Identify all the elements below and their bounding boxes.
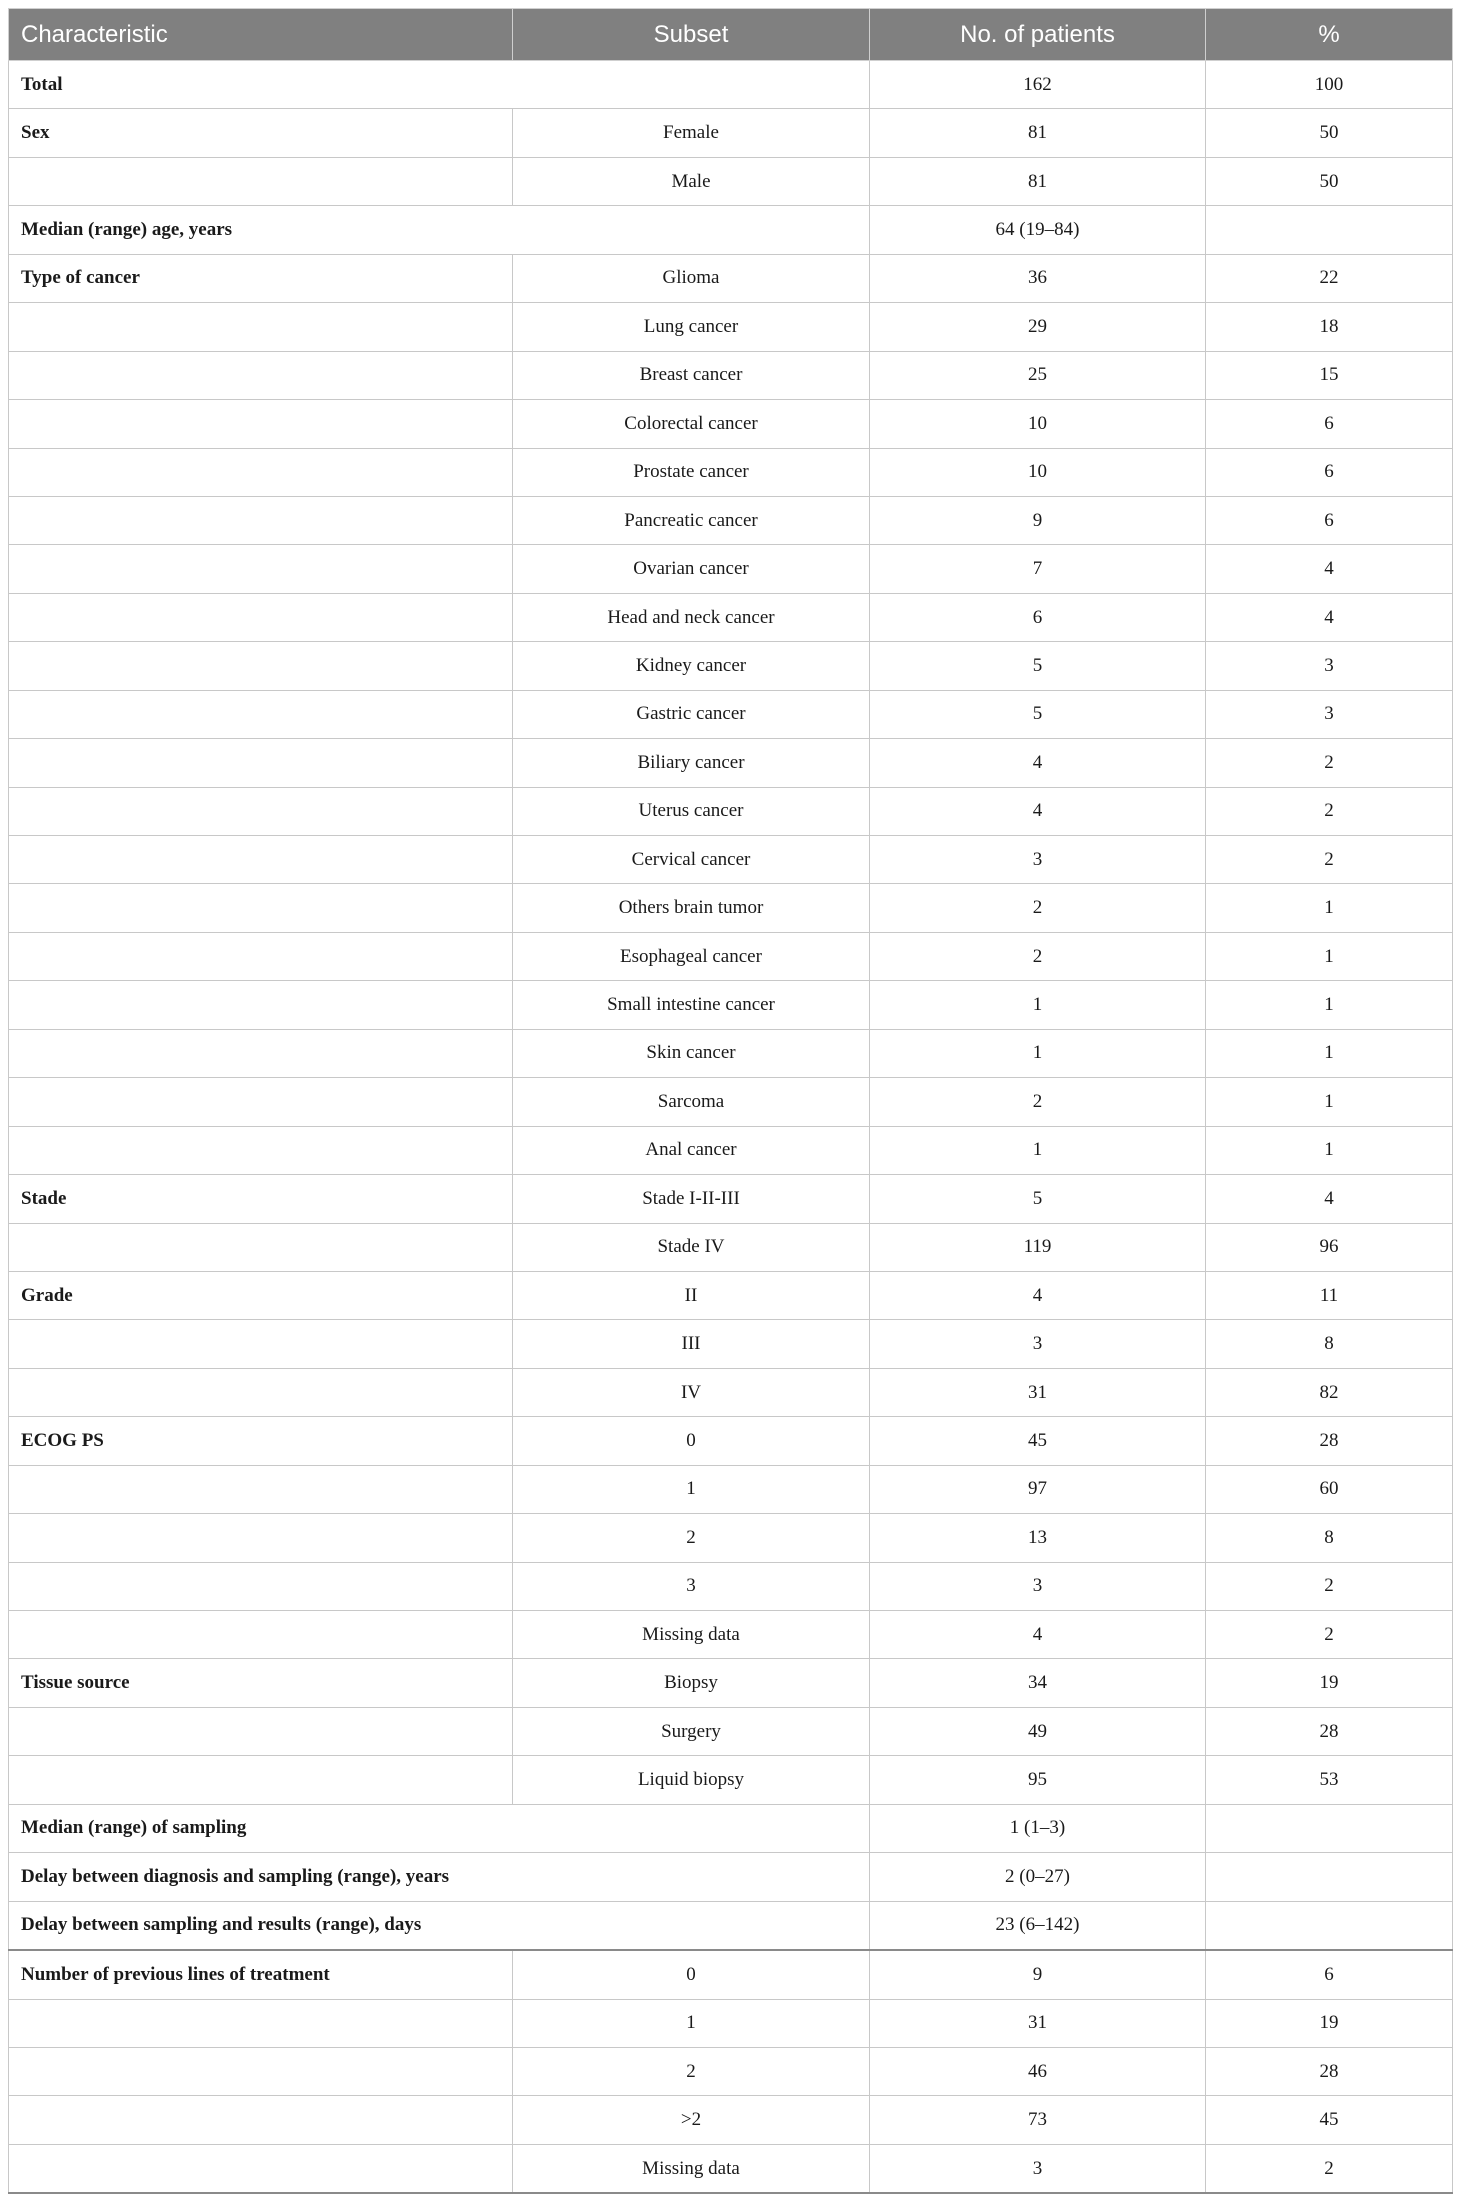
subset-cell: Male <box>513 157 870 205</box>
characteristic-cell <box>9 1368 513 1416</box>
characteristic-cell <box>9 1756 513 1804</box>
subset-cell: Cervical cancer <box>513 836 870 884</box>
header-subset: Subset <box>513 9 870 61</box>
characteristic-cell <box>9 593 513 641</box>
table-row <box>9 351 1453 399</box>
table-row <box>9 1271 1453 1319</box>
percent-cell: 3 <box>1206 642 1453 690</box>
table-row <box>9 1126 1453 1174</box>
table-row <box>9 1999 1453 2047</box>
patients-count-cell: 3 <box>870 836 1206 884</box>
table-row <box>9 157 1453 205</box>
subset-cell: 2 <box>513 2047 870 2095</box>
patients-count-cell: 2 <box>870 884 1206 932</box>
percent-cell: 1 <box>1206 932 1453 980</box>
patients-count-cell: 4 <box>870 739 1206 787</box>
table-row <box>9 1562 1453 1610</box>
subset-cell: Esophageal cancer <box>513 932 870 980</box>
subset-cell: Biliary cancer <box>513 739 870 787</box>
table-row <box>9 836 1453 884</box>
table-row <box>9 642 1453 690</box>
percent-cell: 2 <box>1206 787 1453 835</box>
patients-count-cell: 25 <box>870 351 1206 399</box>
patients-count-cell: 46 <box>870 2047 1206 2095</box>
subset-cell: III <box>513 1320 870 1368</box>
percent-cell: 4 <box>1206 1175 1453 1223</box>
percent-cell: 4 <box>1206 593 1453 641</box>
table-header <box>9 9 1453 61</box>
characteristic-cell <box>9 1514 513 1562</box>
characteristic-cell: Total <box>9 61 870 109</box>
table-row <box>9 109 1453 157</box>
patients-count-cell: 3 <box>870 2144 1206 2193</box>
subset-cell: Pancreatic cancer <box>513 496 870 544</box>
characteristic-cell <box>9 1223 513 1271</box>
subset-cell: Others brain tumor <box>513 884 870 932</box>
table-row <box>9 1320 1453 1368</box>
patients-count-cell: 81 <box>870 157 1206 205</box>
percent-cell: 15 <box>1206 351 1453 399</box>
percent-cell: 22 <box>1206 254 1453 302</box>
characteristic-cell <box>9 157 513 205</box>
patients-count-cell: 2 (0–27) <box>870 1853 1206 1901</box>
patients-count-cell: 2 <box>870 1078 1206 1126</box>
table-row <box>9 206 1453 254</box>
percent-cell: 60 <box>1206 1465 1453 1513</box>
percent-cell: 28 <box>1206 1707 1453 1755</box>
characteristic-cell: Grade <box>9 1271 513 1319</box>
characteristic-cell <box>9 1465 513 1513</box>
characteristic-cell: ECOG PS <box>9 1417 513 1465</box>
patients-count-cell: 23 (6–142) <box>870 1901 1206 1950</box>
characteristic-cell: Delay between diagnosis and sampling (range), years <box>9 1853 870 1901</box>
subset-cell: 3 <box>513 1562 870 1610</box>
patients-count-cell: 2 <box>870 932 1206 980</box>
table-body <box>9 61 1453 2194</box>
subset-cell: Missing data <box>513 1611 870 1659</box>
table-row <box>9 932 1453 980</box>
subset-cell: Biopsy <box>513 1659 870 1707</box>
characteristic-cell <box>9 2096 513 2144</box>
header-characteristic: Characteristic <box>9 9 513 61</box>
percent-cell: 4 <box>1206 545 1453 593</box>
percent-cell: 19 <box>1206 1999 1453 2047</box>
table-row <box>9 545 1453 593</box>
header-percent: % <box>1206 9 1453 61</box>
percent-cell: 96 <box>1206 1223 1453 1271</box>
patients-count-cell: 5 <box>870 690 1206 738</box>
patients-count-cell: 81 <box>870 109 1206 157</box>
characteristic-cell <box>9 690 513 738</box>
subset-cell: IV <box>513 1368 870 1416</box>
characteristic-cell: Sex <box>9 109 513 157</box>
characteristic-cell <box>9 932 513 980</box>
percent-cell: 45 <box>1206 2096 1453 2144</box>
percent-cell: 2 <box>1206 1611 1453 1659</box>
patients-count-cell: 9 <box>870 1950 1206 1999</box>
patients-count-cell: 9 <box>870 496 1206 544</box>
subset-cell: >2 <box>513 2096 870 2144</box>
patients-count-cell: 5 <box>870 642 1206 690</box>
table-row <box>9 1514 1453 1562</box>
characteristic-cell <box>9 836 513 884</box>
characteristic-cell <box>9 351 513 399</box>
characteristic-cell <box>9 2047 513 2095</box>
patients-count-cell: 34 <box>870 1659 1206 1707</box>
table-row <box>9 981 1453 1029</box>
subset-cell: Stade IV <box>513 1223 870 1271</box>
percent-cell: 2 <box>1206 1562 1453 1610</box>
table-row <box>9 1465 1453 1513</box>
table-row <box>9 787 1453 835</box>
characteristic-cell: Median (range) of sampling <box>9 1804 870 1852</box>
table-row <box>9 1368 1453 1416</box>
table-row <box>9 690 1453 738</box>
table-row <box>9 1223 1453 1271</box>
patients-count-cell: 49 <box>870 1707 1206 1755</box>
table-row <box>9 593 1453 641</box>
characteristic-cell <box>9 496 513 544</box>
table-row <box>9 1756 1453 1804</box>
percent-cell: 1 <box>1206 1029 1453 1077</box>
percent-cell: 3 <box>1206 690 1453 738</box>
patients-count-cell: 73 <box>870 2096 1206 2144</box>
characteristic-cell <box>9 1126 513 1174</box>
characteristic-cell: Stade <box>9 1175 513 1223</box>
patients-count-cell: 31 <box>870 1999 1206 2047</box>
characteristic-cell <box>9 2144 513 2193</box>
characteristic-cell <box>9 1320 513 1368</box>
characteristic-cell: Median (range) age, years <box>9 206 870 254</box>
table-row <box>9 303 1453 351</box>
percent-cell <box>1206 1804 1453 1852</box>
patients-count-cell: 36 <box>870 254 1206 302</box>
table-row <box>9 61 1453 109</box>
subset-cell: Skin cancer <box>513 1029 870 1077</box>
percent-cell: 53 <box>1206 1756 1453 1804</box>
subset-cell: Liquid biopsy <box>513 1756 870 1804</box>
percent-cell: 50 <box>1206 157 1453 205</box>
percent-cell: 1 <box>1206 1078 1453 1126</box>
table-row <box>9 884 1453 932</box>
patients-count-cell: 10 <box>870 400 1206 448</box>
characteristic-cell <box>9 1029 513 1077</box>
subset-cell: Missing data <box>513 2144 870 2193</box>
percent-cell <box>1206 1901 1453 1950</box>
characteristic-cell <box>9 981 513 1029</box>
characteristic-cell <box>9 400 513 448</box>
table-row <box>9 1417 1453 1465</box>
subset-cell: Anal cancer <box>513 1126 870 1174</box>
percent-cell: 18 <box>1206 303 1453 351</box>
table-row <box>9 1804 1453 1852</box>
subset-cell: II <box>513 1271 870 1319</box>
percent-cell: 2 <box>1206 739 1453 787</box>
table-row <box>9 1175 1453 1223</box>
percent-cell: 100 <box>1206 61 1453 109</box>
subset-cell: Head and neck cancer <box>513 593 870 641</box>
percent-cell: 50 <box>1206 109 1453 157</box>
subset-cell: Kidney cancer <box>513 642 870 690</box>
patients-count-cell: 4 <box>870 787 1206 835</box>
patients-count-cell: 162 <box>870 61 1206 109</box>
characteristic-cell <box>9 303 513 351</box>
table-row <box>9 739 1453 787</box>
table-row <box>9 1901 1453 1950</box>
characteristic-cell <box>9 642 513 690</box>
header-no-of-patients: No. of patients <box>870 9 1206 61</box>
header-row <box>9 9 1453 61</box>
table-row <box>9 496 1453 544</box>
patients-count-cell: 95 <box>870 1756 1206 1804</box>
percent-cell: 1 <box>1206 1126 1453 1174</box>
characteristic-cell <box>9 739 513 787</box>
table-row <box>9 400 1453 448</box>
subset-cell: Uterus cancer <box>513 787 870 835</box>
characteristic-cell: Type of cancer <box>9 254 513 302</box>
table-row <box>9 1078 1453 1126</box>
subset-cell: 1 <box>513 1465 870 1513</box>
patients-count-cell: 31 <box>870 1368 1206 1416</box>
subset-cell: Colorectal cancer <box>513 400 870 448</box>
patients-count-cell: 64 (19–84) <box>870 206 1206 254</box>
percent-cell: 6 <box>1206 496 1453 544</box>
table-row <box>9 2144 1453 2193</box>
table-row <box>9 254 1453 302</box>
characteristic-cell <box>9 787 513 835</box>
percent-cell: 6 <box>1206 400 1453 448</box>
table-row <box>9 2047 1453 2095</box>
subset-cell: Ovarian cancer <box>513 545 870 593</box>
subset-cell: 0 <box>513 1950 870 1999</box>
patients-count-cell: 1 <box>870 1126 1206 1174</box>
table-row <box>9 1611 1453 1659</box>
patients-count-cell: 1 <box>870 981 1206 1029</box>
percent-cell: 11 <box>1206 1271 1453 1319</box>
table-row <box>9 1707 1453 1755</box>
subset-cell: Sarcoma <box>513 1078 870 1126</box>
characteristic-cell <box>9 884 513 932</box>
percent-cell <box>1206 1853 1453 1901</box>
patients-count-cell: 10 <box>870 448 1206 496</box>
table-row <box>9 1029 1453 1077</box>
percent-cell: 6 <box>1206 1950 1453 1999</box>
percent-cell: 6 <box>1206 448 1453 496</box>
patients-count-cell: 4 <box>870 1611 1206 1659</box>
characteristic-cell <box>9 1707 513 1755</box>
patients-count-cell: 29 <box>870 303 1206 351</box>
subset-cell: Gastric cancer <box>513 690 870 738</box>
subset-cell: Glioma <box>513 254 870 302</box>
percent-cell: 28 <box>1206 1417 1453 1465</box>
characteristic-cell <box>9 1078 513 1126</box>
percent-cell: 2 <box>1206 836 1453 884</box>
percent-cell: 1 <box>1206 981 1453 1029</box>
table-row <box>9 1659 1453 1707</box>
subset-cell: 0 <box>513 1417 870 1465</box>
table-row <box>9 1853 1453 1901</box>
subset-cell: Surgery <box>513 1707 870 1755</box>
patients-count-cell: 3 <box>870 1320 1206 1368</box>
subset-cell: Stade I-II-III <box>513 1175 870 1223</box>
subset-cell: Small intestine cancer <box>513 981 870 1029</box>
table-row <box>9 1950 1453 1999</box>
patients-count-cell: 7 <box>870 545 1206 593</box>
subset-cell: 1 <box>513 1999 870 2047</box>
characteristic-cell: Delay between sampling and results (range), days <box>9 1901 870 1950</box>
subset-cell: Lung cancer <box>513 303 870 351</box>
characteristic-cell <box>9 1999 513 2047</box>
percent-cell: 8 <box>1206 1514 1453 1562</box>
percent-cell: 82 <box>1206 1368 1453 1416</box>
percent-cell: 2 <box>1206 2144 1453 2193</box>
subset-cell: 2 <box>513 1514 870 1562</box>
patients-count-cell: 13 <box>870 1514 1206 1562</box>
patients-count-cell: 45 <box>870 1417 1206 1465</box>
percent-cell: 19 <box>1206 1659 1453 1707</box>
table-row <box>9 2096 1453 2144</box>
percent-cell: 28 <box>1206 2047 1453 2095</box>
subset-cell: Breast cancer <box>513 351 870 399</box>
characteristic-cell <box>9 448 513 496</box>
subset-cell: Female <box>513 109 870 157</box>
percent-cell <box>1206 206 1453 254</box>
patient-characteristics-table <box>8 8 1453 2194</box>
characteristic-cell: Number of previous lines of treatment <box>9 1950 513 1999</box>
characteristic-cell <box>9 545 513 593</box>
patients-count-cell: 5 <box>870 1175 1206 1223</box>
characteristic-cell: Tissue source <box>9 1659 513 1707</box>
characteristic-cell <box>9 1611 513 1659</box>
subset-cell: Prostate cancer <box>513 448 870 496</box>
table-row <box>9 448 1453 496</box>
characteristic-cell <box>9 1562 513 1610</box>
percent-cell: 8 <box>1206 1320 1453 1368</box>
percent-cell: 1 <box>1206 884 1453 932</box>
patients-count-cell: 97 <box>870 1465 1206 1513</box>
patients-count-cell: 1 (1–3) <box>870 1804 1206 1852</box>
patients-count-cell: 1 <box>870 1029 1206 1077</box>
patients-count-cell: 6 <box>870 593 1206 641</box>
patients-count-cell: 3 <box>870 1562 1206 1610</box>
patients-count-cell: 4 <box>870 1271 1206 1319</box>
patients-count-cell: 119 <box>870 1223 1206 1271</box>
